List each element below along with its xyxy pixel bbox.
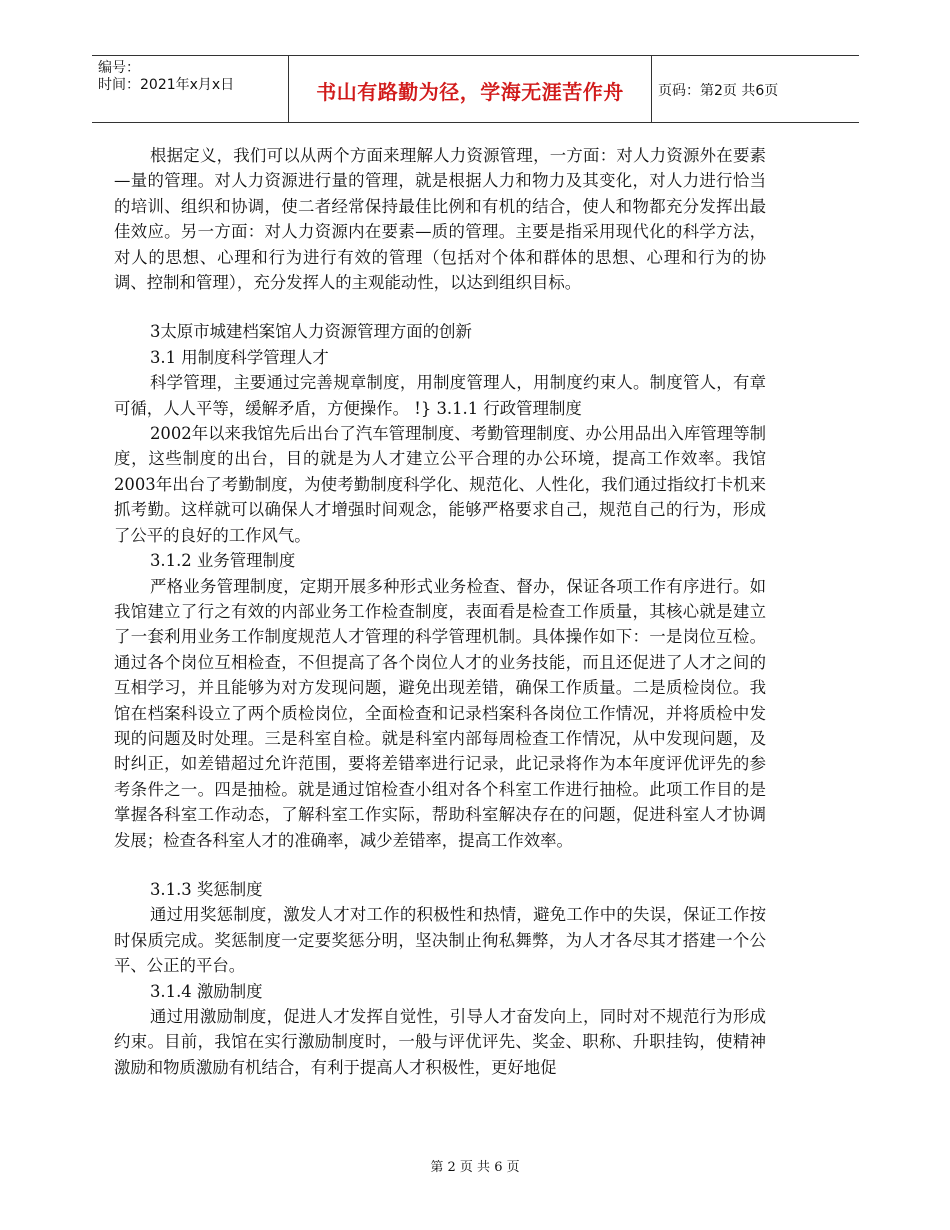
section-3-1-4-heading: 3.1.4 激励制度 (150, 981, 263, 1001)
header-meta (98, 60, 234, 94)
paragraph-gap (114, 853, 766, 877)
section-3-heading: 3太原市城建档案馆人力资源管理方面的创新 (150, 322, 472, 342)
section-3-1-2-heading: 3.1.2 业务管理制度 (150, 551, 296, 571)
section-3-1-heading: 3.1 用制度科学管理人才 (150, 347, 329, 367)
header-motto: 书山有路勤为径，学海无涯苦作舟 (316, 80, 624, 104)
section-3-1-1-paragraph: 2002年以来我馆先后出台了汽车管理制度、考勤管理制度、办公用品出入库管理等制度，这些制度的出台，目的就是为人才建立公平合理的办公环境，提高工作效率。我馆2003年出台了考勤制度，为使考勤制度科学化、规范化、人性化，我们通过指纹打卡机来抓考勤。这样就可以确保人才增强时间观念，能够严格要求自己，规范自己的行为，形成了公平的良好的工作风气。 (114, 424, 766, 545)
paragraph-gap (114, 295, 766, 319)
section-3-1-3-heading: 3.1.3 奖惩制度 (150, 879, 263, 899)
header-divider-right (651, 56, 652, 122)
section-3-1-3-paragraph: 通过用奖惩制度，激发人才对工作的积极性和热情，避免工作中的失误，保证工作按时保质完成。奖惩制度一定要奖惩分明，坚决制止徇私舞弊，为人才各尽其才搭建一个公平、公正的平台。 (114, 905, 766, 976)
header-page-info: 页码：第2页 共6页 (658, 83, 779, 99)
section-3-1-2-paragraph: 严格业务管理制度，定期开展多种形式业务检查、督办，保证各项工作有序进行。如我馆建立了行之有效的内部业务工作检查制度，表面看是检查工作质量，其核心就是建立了一套利用业务工作制度规范人才管理的科学管理机制。具体操作如下：一是岗位互检。通过各个岗位互相检查，不但提高了各个岗位人才的业务技能，而且还促进了人才之间的互相学习，并且能够为对方发现问题，避免出现差错，确保工作质量。二是质检岗位。我馆在档案科设立了两个质检岗位，全面检查和记录档案科各岗位工作情况，并将质检中发现的问题及时处理。三是科室自检。就是科室内部每周检查工作情况，从中发现问题，及时纠正，如差错超过允许范围，要将差错率进行记录，此记录将作为本年度评优评先的参考条件之一。四是抽检。就是通过馆检查小组对各个科室工作进行抽检。此项工作目的是掌握各科室工作动态，了解科室工作实际，帮助科室解决存在的问题，促进科室人才协调发展；检查各科室人才的准确率，减少差错率，提高工作效率。 (114, 576, 766, 850)
page-header (92, 55, 859, 123)
section-3-1-paragraph: 科学管理，主要通过完善规章制度，用制度管理人，用制度约束人。制度管人，有章可循，人人平等，缓解矛盾，方便操作。 !} 3.1.1 行政管理制度 (114, 373, 766, 418)
document-number-label: 编号： (98, 60, 140, 76)
document-body (114, 143, 766, 1080)
section-3-1-4-paragraph: 通过用激励制度，促进人才发挥自觉性，引导人才奋发向上，同时对不规范行为形成约束。目前，我馆在实行激励制度时，一般与评优评先、奖金、职称、升职挂钩，使精神激励和物质激励有机结合，有利于提高人才积极性，更好地促 (114, 1007, 766, 1077)
document-date: 时间：2021年x月x日 (98, 77, 235, 93)
page-footer: 第 2 页 共 6 页 (430, 1160, 520, 1175)
paragraph-hr-definition: 根据定义，我们可以从两个方面来理解人力资源管理，一方面：对人力资源外在要素—量的管理。对人力资源进行量的管理，就是根据人力和物力及其变化，对人力进行恰当的培训、组织和协调，使二者经常保持最佳比例和有机的结合，使人和物都充分发挥出最佳效应。另一方面：对人力资源内在要素—质的管理。主要是指采用现代化的科学方法，对人的思想、心理和行为进行有效的管理（包括对个体和群体的思想、心理和行为的协调、控制和管理），充分发挥人的主观能动性，以达到组织目标。 (114, 146, 766, 293)
